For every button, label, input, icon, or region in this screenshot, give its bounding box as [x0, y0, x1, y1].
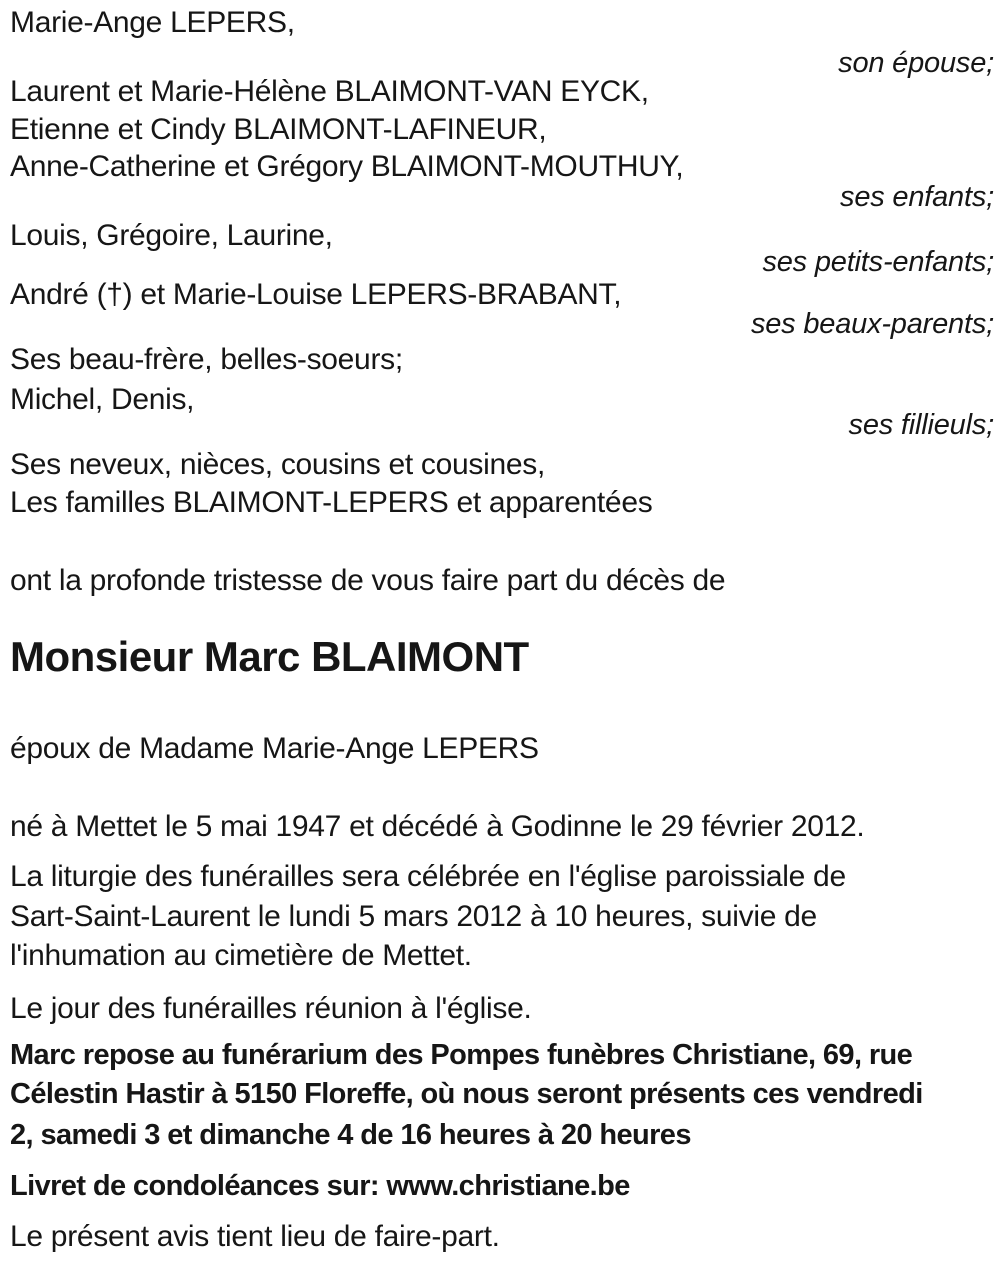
gathering-line: Le jour des funérailles réunion à l'église.: [10, 992, 532, 1025]
relative-name-line: Les familles BLAIMONT-LEPERS et apparentées: [10, 486, 653, 519]
relative-name-line: Etienne et Cindy BLAIMONT-LAFINEUR,: [10, 113, 547, 146]
relation-label: ses fillieuls;: [848, 409, 994, 441]
relation-label: ses petits-enfants;: [762, 246, 994, 278]
relative-name-line: Ses beau-frère, belles-soeurs;: [10, 343, 403, 376]
relative-name-line: Michel, Denis,: [10, 383, 195, 416]
liturgy-line: La liturgie des funérailles sera célébrée en l'église paroissiale de: [10, 860, 846, 893]
liturgy-line: l'inhumation au cimetière de Mettet.: [10, 939, 472, 972]
relative-name-line: Anne-Catherine et Grégory BLAIMONT-MOUTHUY,: [10, 150, 684, 183]
announcement-line: ont la profonde tristesse de vous faire part du décès de: [10, 564, 726, 597]
condolences-line: Livret de condoléances sur: www.christiane.be: [10, 1170, 630, 1202]
closing-line: Le présent avis tient lieu de faire-part.: [10, 1220, 500, 1253]
relation-label: ses beaux-parents;: [750, 308, 994, 340]
relative-name-line: Ses neveux, nièces, cousins et cousines,: [10, 448, 545, 481]
spouse-line: époux de Madame Marie-Ange LEPERS: [10, 732, 539, 765]
relation-label: son épouse;: [838, 47, 994, 79]
relative-name-line: Laurent et Marie-Hélène BLAIMONT-VAN EYCK,: [10, 75, 649, 108]
repose-line: 2, samedi 3 et dimanche 4 de 16 heures à 20 heures: [10, 1119, 691, 1151]
liturgy-line: Sart-Saint-Laurent le lundi 5 mars 2012 à 10 heures, suivie de: [10, 900, 817, 933]
birth-death-line: né à Mettet le 5 mai 1947 et décédé à Godinne le 29 février 2012.: [10, 810, 865, 843]
deceased-name: Monsieur Marc BLAIMONT: [10, 633, 529, 680]
repose-line: Célestin Hastir à 5150 Floreffe, où nous seront présents ces vendredi: [10, 1078, 923, 1110]
relation-label: ses enfants;: [840, 181, 994, 213]
repose-line: Marc repose au funérarium des Pompes funèbres Christiane, 69, rue: [10, 1039, 913, 1071]
relative-name-line: André (†) et Marie-Louise LEPERS-BRABANT,: [10, 278, 622, 311]
relative-name-line: Louis, Grégoire, Laurine,: [10, 219, 333, 252]
relative-name-line: Marie-Ange LEPERS,: [10, 6, 295, 39]
